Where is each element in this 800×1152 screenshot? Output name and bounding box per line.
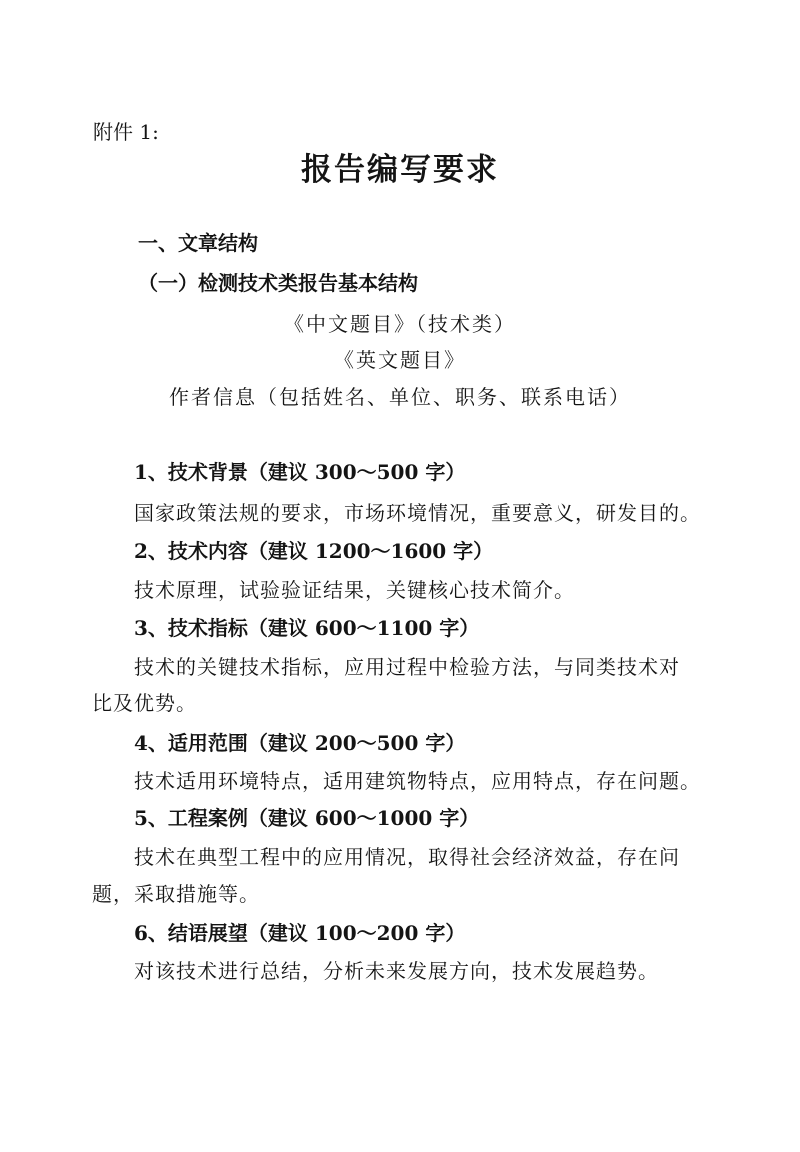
section-body-content: 技术原理，试验验证结果，关键核心技术简介。 [134,578,575,602]
section-heading-background: 1、技术背景（建议 300～500 字） [134,460,466,484]
section-body-indicators-cont: 比及优势。 [92,691,197,715]
section-body-cases: 技术在典型工程中的应用情况，取得社会经济效益，存在问 [134,845,680,869]
subsection-heading-basic-structure: （一）检测技术类报告基本结构 [138,271,418,295]
section-heading-content: 2、技术内容（建议 1200～1600 字） [134,539,494,563]
section-body-outlook: 对该技术进行总结，分析未来发展方向，技术发展趋势。 [134,959,659,983]
structure-line-english-title: 《英文题目》 [334,348,466,372]
section-heading-indicators: 3、技术指标（建议 600～1100 字） [134,616,480,640]
section-heading-outlook: 6、结语展望（建议 100～200 字） [134,921,466,945]
section-heading-structure: 一、文章结构 [138,231,258,255]
section-heading-cases: 5、工程案例（建议 600～1000 字） [134,806,480,830]
section-body-background: 国家政策法规的要求，市场环境情况，重要意义，研发目的。 [134,501,701,525]
structure-line-chinese-title: 《中文题目》（技术类） [284,312,516,336]
section-body-cases-cont: 题，采取措施等。 [92,882,260,906]
document-title: 报告编写要求 [301,152,499,188]
section-heading-scope: 4、适用范围（建议 200～500 字） [134,731,466,755]
section-body-scope: 技术适用环境特点，适用建筑物特点，应用特点，存在问题。 [134,769,701,793]
annex-label: 附件 1: [93,120,159,144]
structure-line-author-info: 作者信息（包括姓名、单位、职务、联系电话） [169,385,631,409]
section-body-indicators: 技术的关键技术指标，应用过程中检验方法，与同类技术对 [134,655,680,679]
